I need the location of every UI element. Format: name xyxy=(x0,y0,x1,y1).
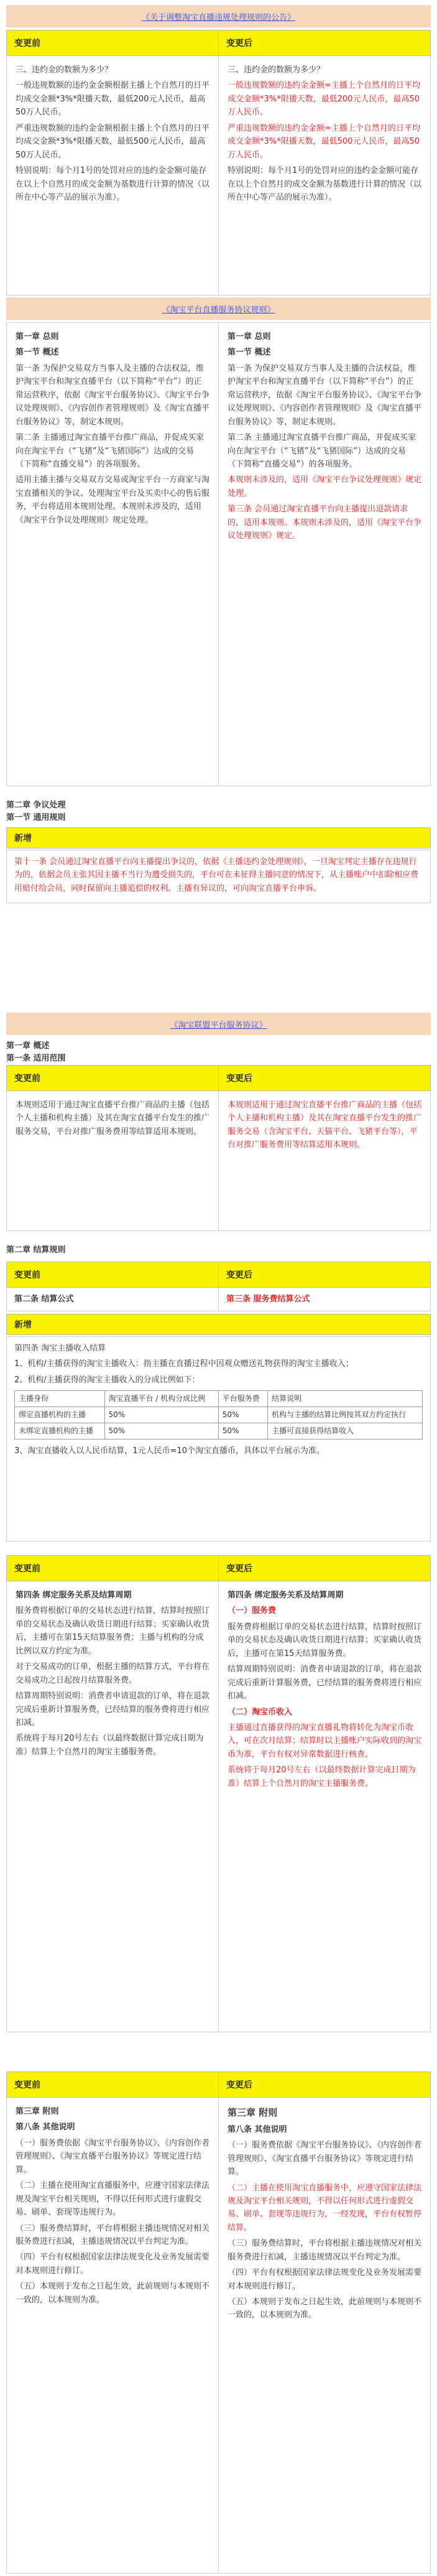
table-header: 结算说明 xyxy=(268,1391,423,1407)
cell-after xyxy=(219,2098,431,2574)
chapter: 第三章 附则 xyxy=(16,2107,59,2116)
text: 服务费将根据订单的交易状态进行结算，结算时按照订单的交易状态及确认收货日期进行结算；买家确认收货后，主播可在第15天结算服务费。 xyxy=(228,1622,422,1658)
chapter: 第三章 附则 xyxy=(228,2107,278,2118)
cell-before xyxy=(7,1091,219,1231)
clause-title: 第四条 绑定服务关系及结算周期 xyxy=(16,1591,132,1600)
section: 第一节 通用规则 xyxy=(6,813,66,823)
text: 对于交易成功的订单，根据主播的结算方式，平台将在交易成功之日起按月结算服务费。 xyxy=(16,1662,210,1685)
compare-table-5 xyxy=(6,1262,431,1311)
header-before: 变更前 xyxy=(7,30,219,56)
section-heading-4 xyxy=(6,1040,431,1065)
compare-table-6 xyxy=(6,1555,431,2032)
text: 三、违约金的数额为多少？ xyxy=(16,65,113,75)
chapter: 第一章 总则 xyxy=(228,332,271,342)
text: 2、机构/主播获得的淘宝主播收入的分成比例如下： xyxy=(14,1375,200,1385)
compare-table-7 xyxy=(6,2071,431,2574)
text: （五）本规则于发布之日起生效，此前规则与本规则不一致的，以本规则为准。 xyxy=(228,2297,422,2320)
changed-text: 主播通过直播获得的淘宝直播礼物将转化为淘宝币收入，可在次月结算；结算时以主播账户实际收到的淘宝币为准，平台有权对异常数据进行核查。 xyxy=(228,1723,422,1759)
table-cell: 50% xyxy=(104,1423,218,1439)
share-table xyxy=(14,1390,423,1439)
text: 本规则适用于通过淘宝直播平台推广商品的主播（包括个人主播和机构主播）及其在淘宝直播平台发生的推广服务交易，平台对推广服务费用等结算适用本规则。 xyxy=(16,1100,210,1137)
changed-text: 第十一条 会员通过淘宝直播平台向主播提出争议的，依据《主播违约金处理规则》，一旦淘宝判定主播存在违规行为的，依据会员主张其因主播不当行为遭受损失的，平台可在未征得主播同意的情况下，从主播账户中扣除相应费用赔付给会员，同时保留向主播追偿的权利。主播有异议的，可向淘宝直播平台申诉。 xyxy=(14,857,419,893)
tag-new: 新增 xyxy=(6,827,431,849)
section-heading-5 xyxy=(6,1244,431,1257)
cell-before xyxy=(7,56,219,295)
table-row xyxy=(15,1407,423,1423)
header-after: 变更后 xyxy=(219,30,431,56)
text: 1、机构/主播获得的淘宝主播收入：指主播在直播过程中因观众赠送礼物获得的淘宝主播收入； xyxy=(14,1359,354,1369)
header-after: 变更后 xyxy=(219,1262,431,1288)
text: （三）服务费结算时，平台将根据主播违规情况对相关服务费进行扣减，主播违规情况以平台判定为准。 xyxy=(228,2239,422,2262)
rule-link-1[interactable]: 《关于调整淘宝直播违规处理规则的公告》 xyxy=(141,12,295,22)
text: 第二条 主播通过淘宝直播平台推广商品，并促成买家向在淘宝平台（“飞猪”及“飞猪国际”）达成的交易（下简称“直播交易”）的各项服务。 xyxy=(228,433,416,469)
text: 适用主播主播与交易双方交易或淘宝平台一方商家与淘宝直播相关的争议、处理淘宝平台及买卖中心的售后服务，平台将适用本规则处理。本规则未涉及的，适用《淘宝平台争议处理规则》规定处理。 xyxy=(16,475,210,525)
income-section xyxy=(6,1336,431,1541)
cell-before xyxy=(7,2098,219,2574)
text: （一）服务费依据《淘宝平台服务协议》、《内容创作者管理规则》、《淘宝直播平台服务协议》等规定进行结算。 xyxy=(16,2138,210,2175)
compare-table-1 xyxy=(6,30,431,295)
link-bar-1 xyxy=(6,5,431,27)
chapter: 第一章 总则 xyxy=(16,332,59,342)
cell-before xyxy=(7,323,219,786)
text: 一般违规数额的违约金金额根据主播上个自然月的日平均成交金额*3%*限播天数，最低200元人民币，最高50万人民币。 xyxy=(16,81,210,118)
tag-new: 新增 xyxy=(6,1314,431,1335)
table-cell: 未绑定直播机构的主播 xyxy=(15,1423,105,1439)
header-before: 变更前 xyxy=(7,1556,219,1581)
formula-after: 第三条 服务费结算公式 xyxy=(219,1288,431,1311)
table-header: 主播身份 xyxy=(15,1391,105,1407)
table-cell: 机构与主播的结算比例按其双方约定执行 xyxy=(268,1407,423,1423)
text: 严重违规数额的违约金金额根据主播上个自然月的日平均成交金额*3%*限播天数，最低500元人民币，最高50万人民币。 xyxy=(16,123,210,160)
clause-title: 第八条 其他说明 xyxy=(16,2123,75,2132)
formula-before: 第二条 结算公式 xyxy=(7,1288,219,1311)
changed-text: 本规则适用于通过淘宝直播平台推广商品的主播（包括个人主播和机构主播）及其在淘宝直播平台发生的推广服务交易（含淘宝平台、天猫平台、飞猪平台等），平台对推广服务费用等结算适用本规则。 xyxy=(228,1100,422,1150)
text: 结算周期特别说明：消费者申请退款的订单，将在退款完成后重新计算服务费，已经结算的服务费将进行相应扣减。 xyxy=(16,1691,210,1727)
link-bar-3 xyxy=(6,1013,431,1035)
changed-text: （一）服务费 xyxy=(228,1606,277,1616)
chapter: 第二章 结算规则 xyxy=(6,1245,66,1255)
changed-text: 本规则未涉及的，适用《淘宝平台争议处理规则》规定处理。 xyxy=(228,475,422,498)
table-row xyxy=(15,1423,423,1439)
rule-link-3[interactable]: 《淘宝联盟平台服务协议》 xyxy=(170,1020,267,1030)
changed-text: 系统将于每月20号左右（以最终数据计算完成日期为准）结算上个自然月的淘宝主播服务费。 xyxy=(228,1765,416,1788)
text: 第四条 淘宝主播收入结算 xyxy=(14,1344,106,1353)
header-before: 变更前 xyxy=(7,1262,219,1288)
chapter: 第一章 概述 xyxy=(6,1041,50,1051)
cell-after xyxy=(219,1091,431,1231)
cell-after xyxy=(219,323,431,786)
changed-text: 一般违规数额的违约金金额=主播上个自然月的日平均成交金额*3%*限播天数，最低200元人民币，最高50万人民币。 xyxy=(228,81,420,118)
cell-before xyxy=(7,1581,219,2032)
header-after: 变更后 xyxy=(219,1556,431,1581)
header-before: 变更前 xyxy=(7,1066,219,1091)
compare-table-2 xyxy=(6,322,431,786)
table-cell: 50% xyxy=(104,1407,218,1423)
header-after: 变更后 xyxy=(219,2072,431,2098)
changed-text: 严重违规数额的违约金金额=主播上个自然月的日平均成交金额*3%*限播天数，最低500元人民币，最高50万人民币。 xyxy=(228,123,420,160)
chapter: 第二章 争议处理 xyxy=(6,801,66,810)
table-header: 平台服务费 xyxy=(218,1391,267,1407)
table-cell: 主播可直接获得结算收入 xyxy=(268,1423,423,1439)
section: 第一节 概述 xyxy=(228,348,271,358)
text: 服务费将根据订单的交易状态进行结算，结算时按照订单的交易状态及确认收货日期进行结算；买家确认收货后，主播可在第15天结算服务费；主播与机构的分成比例以双方约定为准。 xyxy=(16,1606,210,1656)
changed-text: （二）淘宝币收入 xyxy=(228,1707,293,1717)
table-header: 淘宝直播平台 / 机构分成比例 xyxy=(104,1391,218,1407)
text: 第二条 主播通过淘宝直播平台推广商品，并促成买家向在淘宝平台（“飞猪”及“飞猪国际”）达成的交易（下简称“直播交易”）的各项服务。 xyxy=(16,433,205,469)
text: 第一条 为保护交易双方当事人及主播的合法权益，维护淘宝平台和淘宝直播平台（以下简称“平台”）的正常运营秩序，依据《淘宝平台服务协议》、《淘宝平台争议处理规则》、《内容创作者管理规则》及《淘宝直播平台服务协议》等，制定本规则。 xyxy=(16,363,210,427)
compare-table-4 xyxy=(6,1065,431,1231)
table-cell: 50% xyxy=(218,1423,267,1439)
text: 结算周期特别说明：消费者申请退款的订单，将在退款完成后重新计算服务费，已经结算的服务费将进行相应扣减。 xyxy=(228,1665,422,1701)
text: 系统将于每月20号左右（以最终数据计算完成日期为准）结算上个自然月的淘宝主播服务费。 xyxy=(16,1734,204,1757)
link-bar-2 xyxy=(6,297,431,320)
text: （二）主播在使用淘宝直播服务中，应遵守国家法律法规及淘宝平台相关规则，不得以任何形式进行虚假交易、刷单、套现等违规行为。 xyxy=(16,2181,210,2218)
section: 第一条 适用范围 xyxy=(6,1054,66,1064)
section-heading-3 xyxy=(6,799,431,824)
text: 第一条 为保护交易双方当事人及主播的合法权益，维护淘宝平台和淘宝直播平台（以下简称“平台”）的正常运营秩序，依据《淘宝平台服务协议》、《淘宝平台争议处理规则》、《内容创作者管理规则》及《淘宝直播平台服务协议》等，制定本规则。 xyxy=(228,363,422,427)
cell-after xyxy=(219,1581,431,2032)
text: （五）本规则于发布之日起生效，此前规则与本规则不一致的，以本规则为准。 xyxy=(16,2282,210,2305)
text: （三）服务费结算时，平台将根据主播违规情况对相关服务费进行扣减，主播违规情况以平台判定为准。 xyxy=(16,2223,210,2246)
text: （四）平台有权根据国家法律法规变化及业务发展需要对本规则进行修订。 xyxy=(228,2268,422,2291)
rule-link-2[interactable]: 《淘宝平台直播服务协议规则》 xyxy=(162,305,275,315)
cell-after xyxy=(219,56,431,295)
text: （四）平台有权根据国家法律法规变化及业务发展需要对本规则进行修订。 xyxy=(16,2253,210,2276)
new-clause xyxy=(6,850,431,903)
clause-title: 第四条 绑定服务关系及结算周期 xyxy=(228,1591,344,1600)
clause-title: 第八条 其他说明 xyxy=(228,2124,287,2134)
text: 特别说明：每个月1号的处罚对应的违约金金额可能存在以上个自然月的成交金额为基数进行计算的情况（以所在中心等产品的展示为准）。 xyxy=(16,166,210,202)
header-before: 变更前 xyxy=(7,2072,219,2098)
section: 第一节 概述 xyxy=(16,348,59,358)
text: 特别说明：每个月1号的处罚对应的违约金金额可能存在以上个自然月的成交金额为基数进行计算的情况（以所在中心等产品的展示为准）。 xyxy=(228,166,422,202)
changed-text: （二）主播在使用淘宝直播服务中，应遵守国家法律法规及淘宝平台相关规则，不得以任何形式进行虚假交易、刷单、套现等违规行为，一经发现，平台有权暂停结算。 xyxy=(228,2183,422,2233)
text: 三、违约金的数额为多少？ xyxy=(228,65,325,75)
changed-text: 第三条 会员通过淘宝直播平台向主播提出退款请求的，适用本规则。本规则未涉及的，适用《淘宝平台争议处理规则》规定。 xyxy=(228,505,422,541)
table-cell: 50% xyxy=(218,1407,267,1423)
header-after: 变更后 xyxy=(219,1066,431,1091)
table-cell: 绑定直播机构的主播 xyxy=(15,1407,105,1423)
text: 3、淘宝直播收入以人民币结算，1元人民币=10个淘宝直播币，具体以平台展示为准。 xyxy=(14,1446,324,1456)
text: （一）服务费依据《淘宝平台服务协议》、《内容创作者管理规则》、《淘宝直播平台服务协议》等规定进行结算。 xyxy=(228,2141,422,2177)
